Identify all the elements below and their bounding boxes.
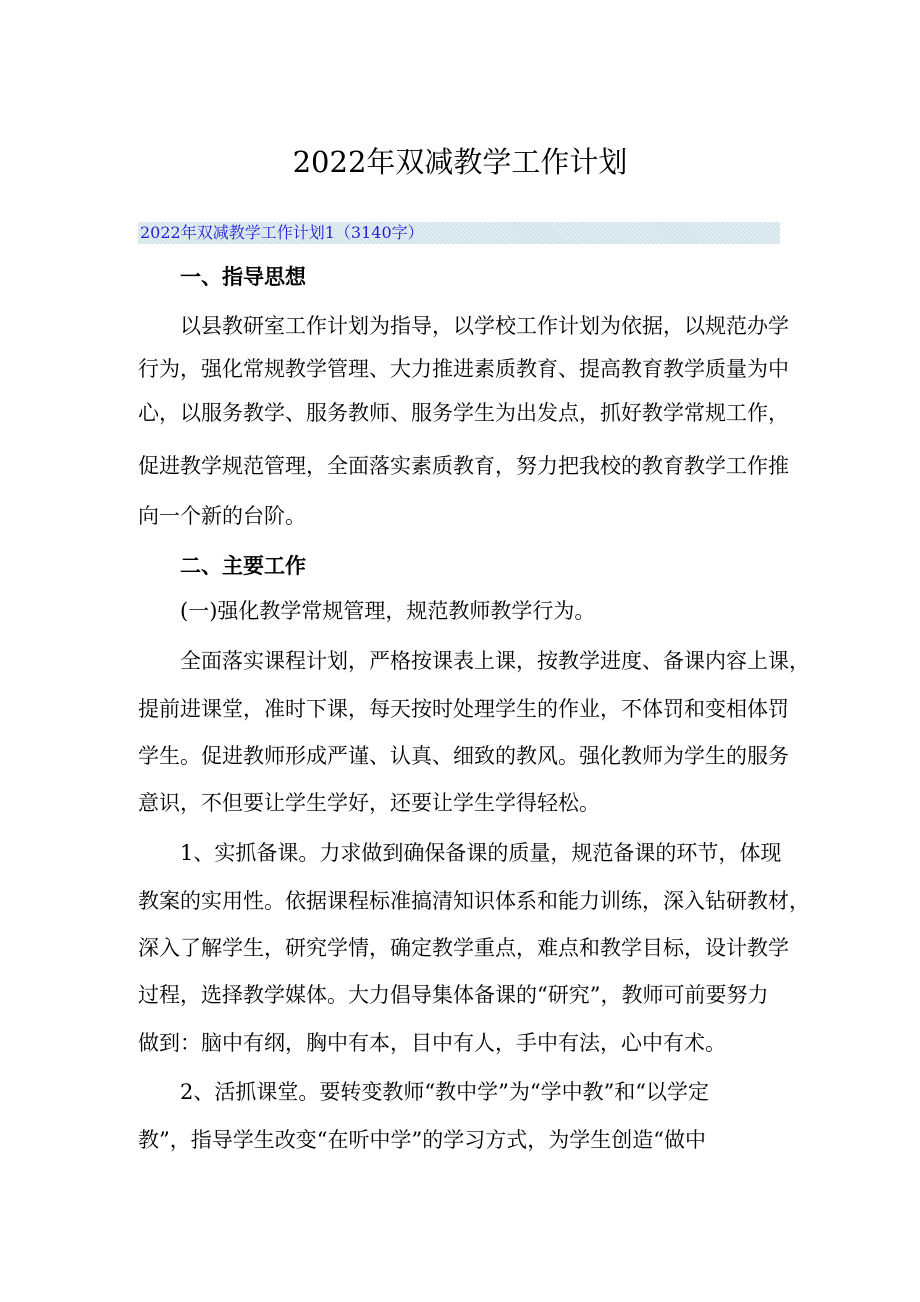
- paragraph-line: 过程，选择教学媒体。大力倡导集体备课的“研究”，教师可前要努力: [138, 983, 769, 1007]
- paragraph-line: 1、实抓备课。力求做到确保备课的质量，规范备课的环节，体现: [180, 841, 782, 865]
- paragraph-line: 以县教研室工作计划为指导，以学校工作计划为依据，以规范办学: [180, 314, 789, 338]
- toc-link[interactable]: 2022年双减教学工作计划1（3140字）: [140, 223, 424, 242]
- paragraph-line: 向一个新的台阶。: [138, 504, 306, 528]
- document-title: 2022年双减教学工作计划: [292, 145, 628, 179]
- paragraph-line: 心，以服务教学、服务教师、服务学生为出发点，抓好教学常规工作，: [138, 401, 789, 425]
- paragraph-line: 教”，指导学生改变“在听中学”的学习方式，为学生创造“做中: [138, 1128, 706, 1152]
- section-heading-guiding-ideology: 一、指导思想: [180, 265, 306, 289]
- paragraph-line: 2、活抓课堂。要转变教师“教中学”为“学中教”和“以学定: [180, 1080, 710, 1104]
- paragraph-line: 学生。促进教师形成严谨、认真、细致的教风。强化教师为学生的服务: [138, 744, 789, 768]
- paragraph-line: 提前进课堂，准时下课，每天按时处理学生的作业，不体罚和变相体罚: [138, 697, 789, 721]
- paragraph-line: 做到：脑中有纲，胸中有本，目中有人，手中有法，心中有术。: [138, 1031, 726, 1055]
- paragraph-line: 教案的实用性。依据课程标准搞清知识体系和能力训练，深入钻研教材，: [138, 889, 810, 913]
- paragraph-line: 意识，不但要让学生学好，还要让学生学得轻松。: [138, 791, 600, 815]
- subsection-heading: (一)强化教学常规管理，规范教师教学行为。: [180, 599, 596, 623]
- paragraph-line: 行为，强化常规教学管理、大力推进素质教育、提高教育教学质量为中: [138, 357, 789, 381]
- paragraph-line: 全面落实课程计划，严格按课表上课，按教学进度、备课内容上课，: [180, 649, 810, 673]
- section-heading-main-work: 二、主要工作: [180, 554, 306, 578]
- paragraph-line: 深入了解学生，研究学情，确定教学重点，难点和教学目标，设计教学: [138, 936, 789, 960]
- paragraph-line: 促进教学规范管理，全面落实素质教育，努力把我校的教育教学工作推: [138, 454, 789, 478]
